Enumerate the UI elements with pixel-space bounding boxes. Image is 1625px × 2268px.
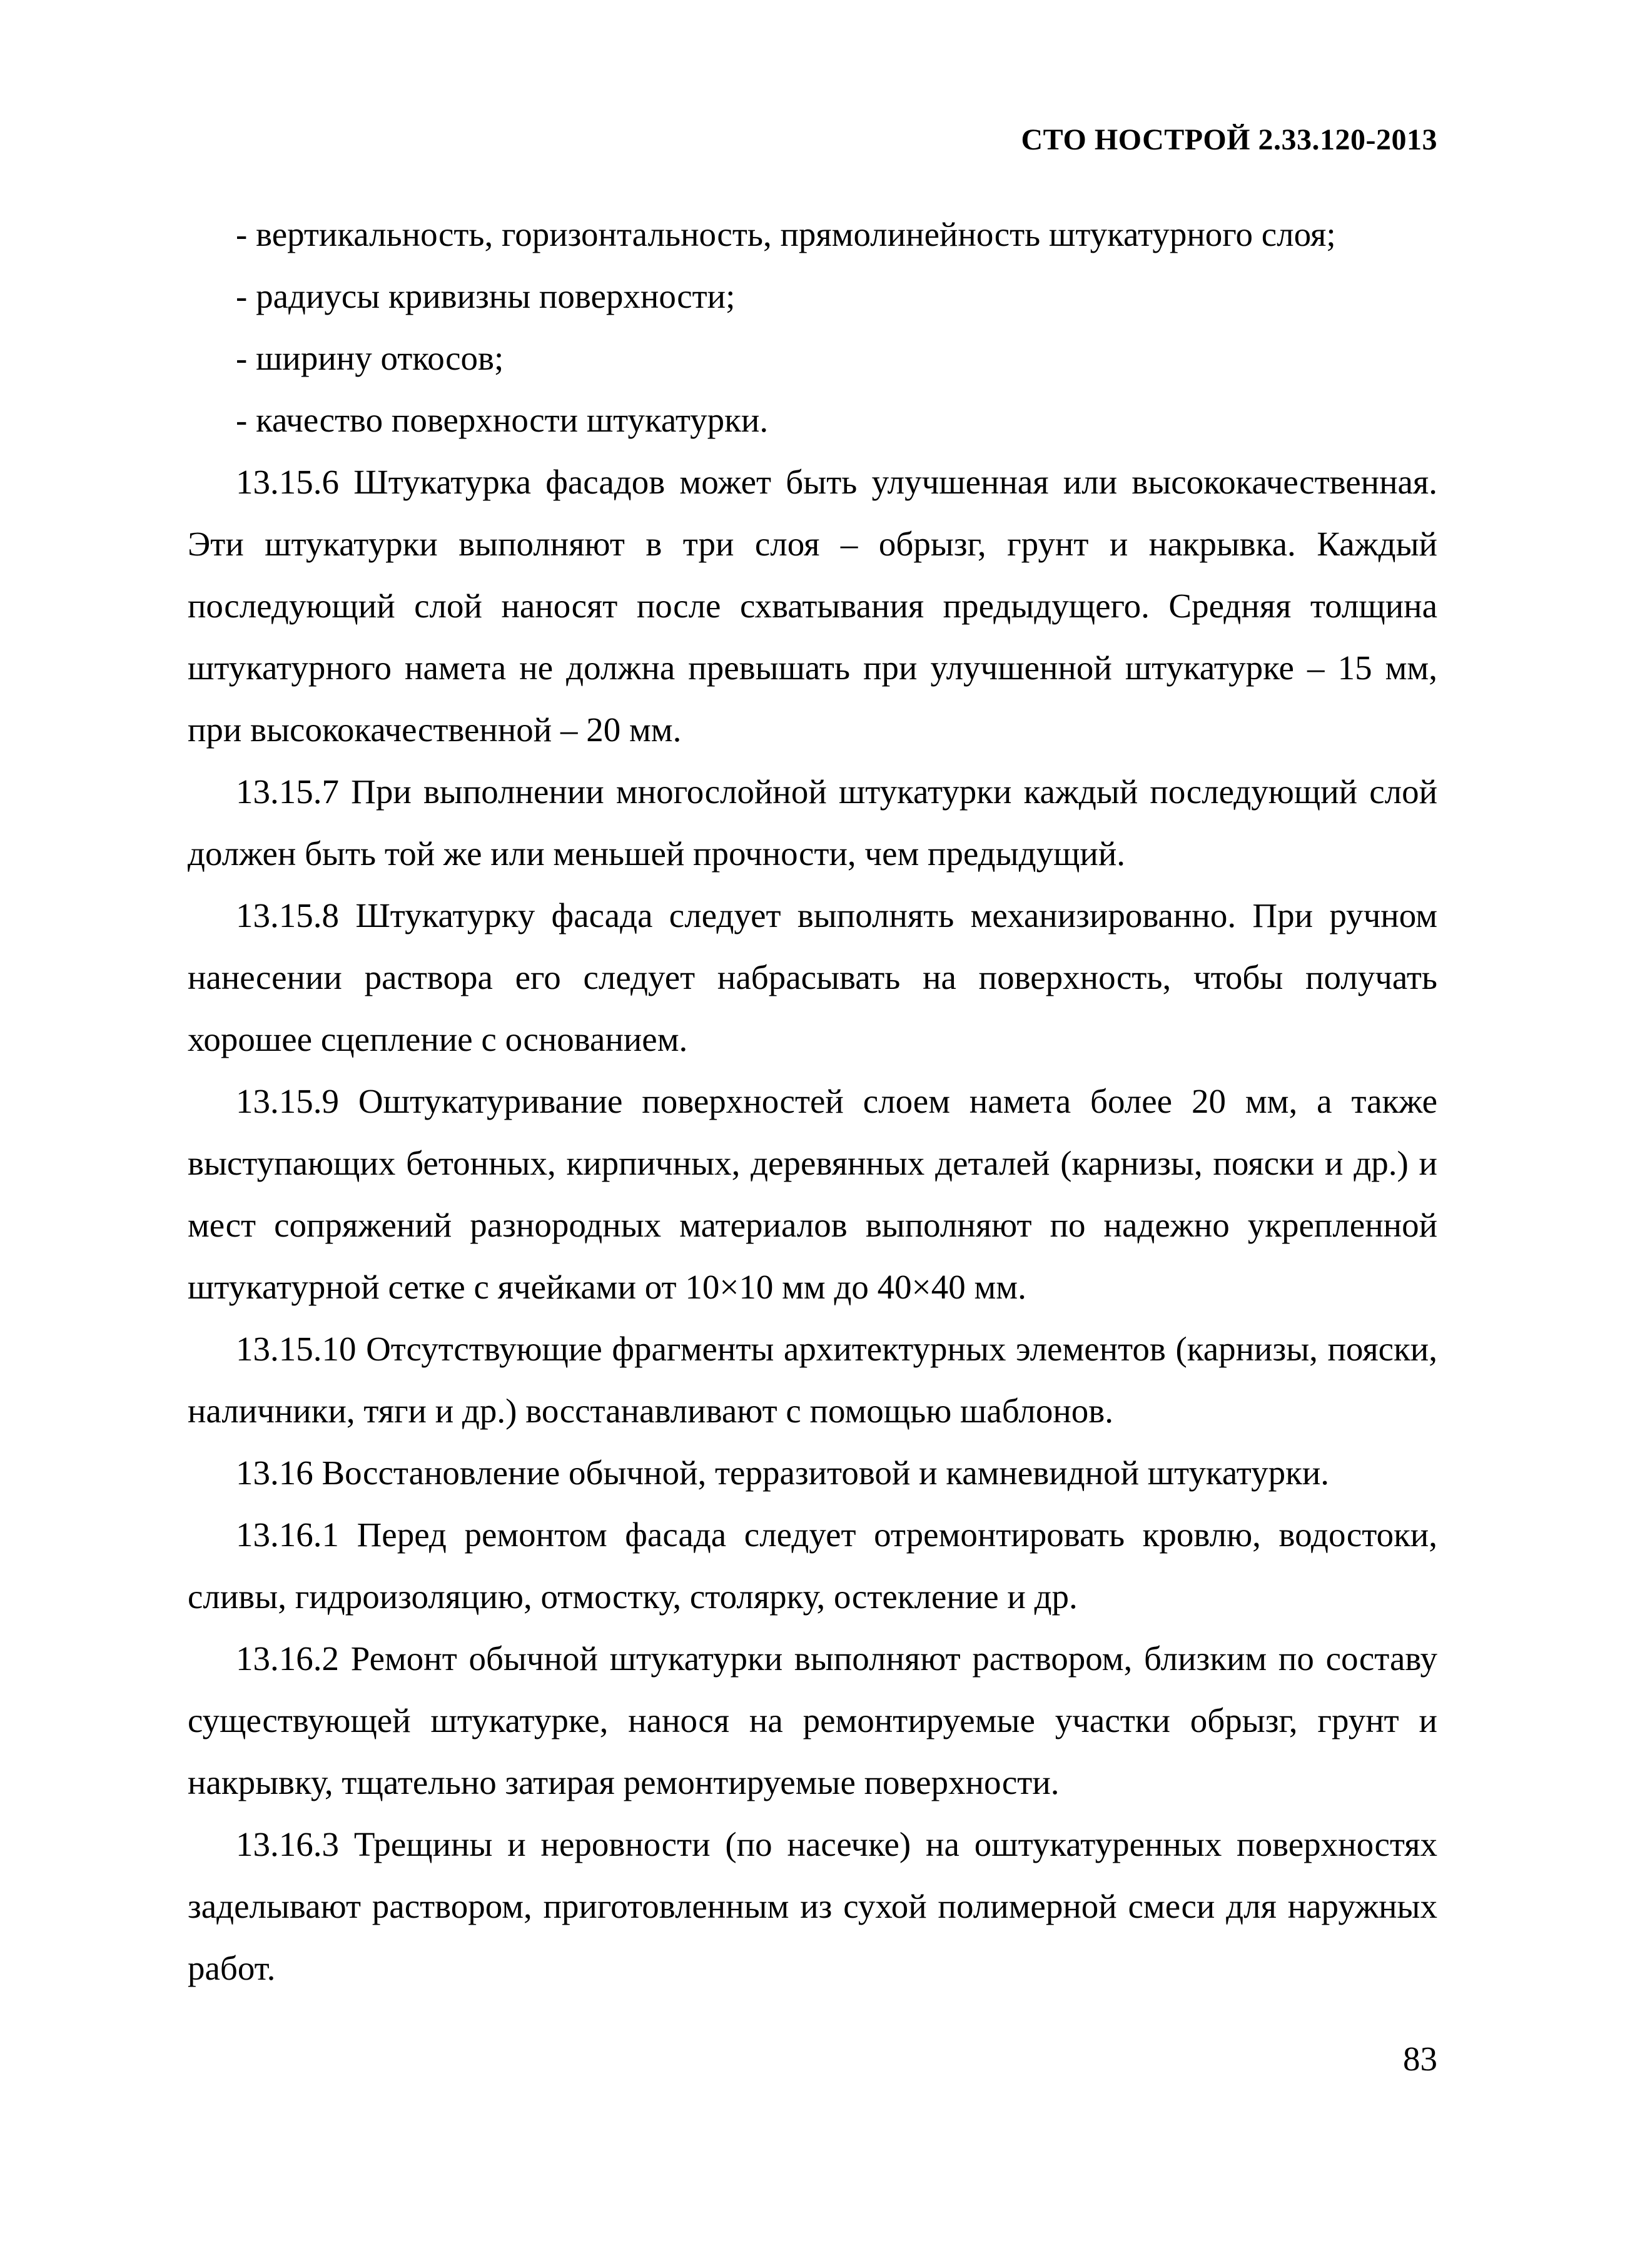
paragraph-13-16-2: 13.16.2 Ремонт обычной штукатурки выполняют раствором, близким по составу существующей штукатурке, нанося на ремонтируемые участки обрызг, грунт и накрывку, тщательно затирая ремонтируемые поверхности. [188,1639,1437,1801]
body-text [188,203,1437,1999]
list-item: - радиусы кривизны поверхности; [236,277,736,315]
list-item: - вертикальность, горизонтальность, прямолинейность штукатурного слоя; [236,215,1336,253]
section-heading-13-16: 13.16 Восстановление обычной, терразитовой и камневидной штукатурки. [236,1454,1330,1492]
paragraph-13-15-10: 13.15.10 Отсутствующие фрагменты архитектурных элементов (карнизы, пояски, наличники, тяги и др.) восстанавливают с помощью шаблонов. [188,1330,1437,1430]
list-item: - качество поверхности штукатурки. [236,401,769,439]
paragraph-13-15-9: 13.15.9 Оштукатуривание поверхностей слоем намета более 20 мм, а также выступающих бетонных, кирпичных, деревянных деталей (карнизы, пояски и др.) и мест сопряжений разнородных материалов выполняют по надежно укрепленной штукатурной сетке с ячейками от 10×10 мм до 40×40 мм. [188,1082,1437,1306]
paragraph-13-15-7: 13.15.7 При выполнении многослойной штукатурки каждый последующий слой должен быть той же или меньшей прочности, чем предыдущий. [188,772,1437,873]
paragraph-13-16-1: 13.16.1 Перед ремонтом фасада следует отремонтировать кровлю, водостоки, сливы, гидроизоляцию, отмостку, столярку, остекление и др. [188,1516,1437,1616]
page-number: 83 [1403,2040,1437,2078]
list-item: - ширину откосов; [236,339,504,377]
paragraph-13-15-6: 13.15.6 Штукатурка фасадов может быть улучшенная или высококачественная. Эти штукатурки выполняют в три слоя – обрызг, грунт и накрывка. Каждый последующий слой наносят после схватывания предыдущего. Средняя толщина штукатурного намета не должна превышать при улучшенной штукатурке – 15 мм, при высококачественной – 20 мм. [188,463,1437,749]
paragraph-13-15-8: 13.15.8 Штукатурку фасада следует выполнять механизированно. При ручном нанесении раствора его следует набрасывать на поверхность, чтобы получать хорошее сцепление с основанием. [188,896,1437,1058]
document-code-header: СТО НОСТРОЙ 2.33.120-2013 [1021,123,1437,156]
paragraph-13-16-3: 13.16.3 Трещины и неровности (по насечке) на оштукатуренных поверхностях заделывают раствором, приготовленным из сухой полимерной смеси для наружных работ. [188,1825,1437,1987]
